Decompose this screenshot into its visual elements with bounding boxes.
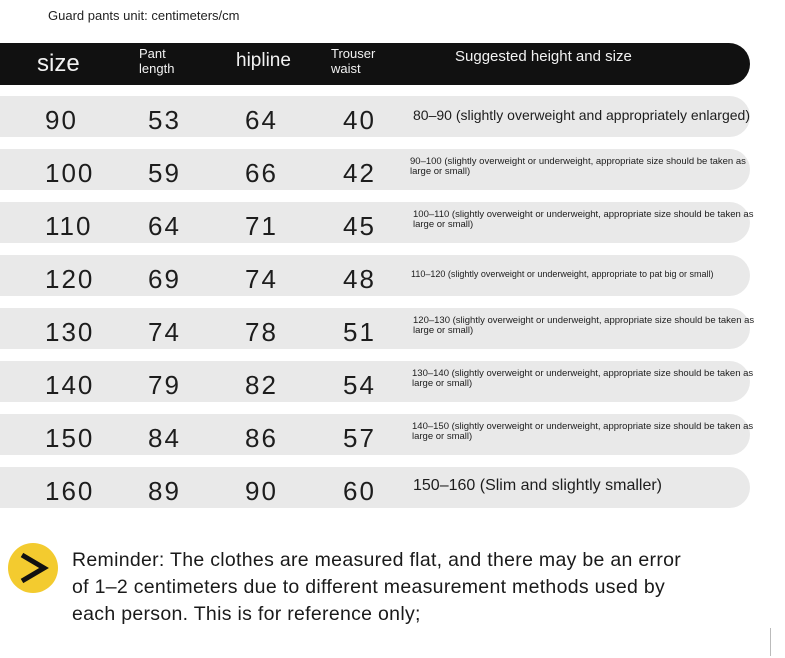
cell-pant-length: 64: [148, 211, 181, 241]
header-suggested-height: Suggested height and size: [455, 48, 632, 65]
cell-trouser-waist: 40: [343, 105, 376, 135]
cell-size: 140: [45, 370, 95, 400]
cell-pant-length: 59: [148, 158, 181, 188]
cell-size: 150: [45, 423, 95, 453]
cell-hipline: 82: [245, 370, 278, 400]
chevron-right-icon: [8, 543, 58, 593]
cell-trouser-waist: 42: [343, 158, 376, 188]
size-chart-caption: Guard pants unit: centimeters/cm: [48, 8, 240, 23]
cell-hipline: 90: [245, 476, 278, 506]
cell-pant-length: 74: [148, 317, 181, 347]
table-row: [0, 361, 754, 402]
table-row: [0, 96, 750, 137]
cell-size: 100: [45, 158, 95, 188]
reminder-text: Reminder: The clothes are measured flat, and there may be an error of 1–2 centimeters due to different measurement methods used by each person. This is for reference only;: [72, 549, 682, 625]
header-pant-length: Pant length: [139, 46, 175, 76]
cell-pant-length: 89: [148, 476, 181, 506]
table-row: [0, 202, 754, 243]
cell-suggestion: 100–110 (slightly overweight or underweight, appropriate size should be taken as large or small): [413, 209, 754, 230]
cell-suggestion: 120–130 (slightly overweight or underweight, appropriate size should be taken as large or small): [413, 315, 755, 336]
cell-trouser-waist: 45: [343, 211, 376, 241]
table-row: [0, 149, 750, 190]
divider: [770, 628, 771, 656]
cell-pant-length: 79: [148, 370, 181, 400]
cell-pant-length: 53: [148, 105, 181, 135]
table-row: [0, 255, 750, 296]
cell-size: 110: [45, 211, 93, 241]
header-trouser-waist: Trouser waist: [331, 46, 376, 76]
cell-pant-length: 84: [148, 423, 181, 453]
cell-trouser-waist: 54: [343, 370, 376, 400]
table-row: [0, 308, 755, 349]
cell-size: 160: [45, 476, 95, 506]
header-hipline: hipline: [236, 50, 291, 71]
header-size: size: [37, 50, 80, 77]
cell-size: 90: [45, 105, 78, 135]
cell-suggestion: 80–90 (slightly overweight and appropriately enlarged): [413, 107, 750, 123]
cell-hipline: 86: [245, 423, 278, 453]
cell-suggestion: 130–140 (slightly overweight or underweight, appropriate size should be taken as large or small): [412, 368, 754, 389]
cell-hipline: 64: [245, 105, 278, 135]
cell-suggestion: 140–150 (slightly overweight or underweight, appropriate size should be taken as large or small): [412, 421, 754, 442]
cell-size: 130: [45, 317, 95, 347]
cell-suggestion: 150–160 (Slim and slightly smaller): [413, 477, 662, 494]
cell-suggestion: 110–120 (slightly overweight or underweight, appropriate to pat big or small): [411, 269, 714, 279]
cell-pant-length: 69: [148, 264, 181, 294]
cell-hipline: 66: [245, 158, 278, 188]
cell-hipline: 78: [245, 317, 278, 347]
cell-size: 120: [45, 264, 95, 294]
table-row: [0, 414, 754, 455]
size-table-header: [0, 43, 750, 85]
cell-suggestion: 90–100 (slightly overweight or underweight, appropriate size should be taken as large or small): [410, 156, 746, 177]
cell-trouser-waist: 51: [343, 317, 376, 347]
cell-trouser-waist: 60: [343, 476, 376, 506]
cell-trouser-waist: 57: [343, 423, 376, 453]
table-row: [0, 467, 750, 508]
cell-hipline: 74: [245, 264, 278, 294]
cell-trouser-waist: 48: [343, 264, 376, 294]
cell-hipline: 71: [245, 211, 278, 241]
